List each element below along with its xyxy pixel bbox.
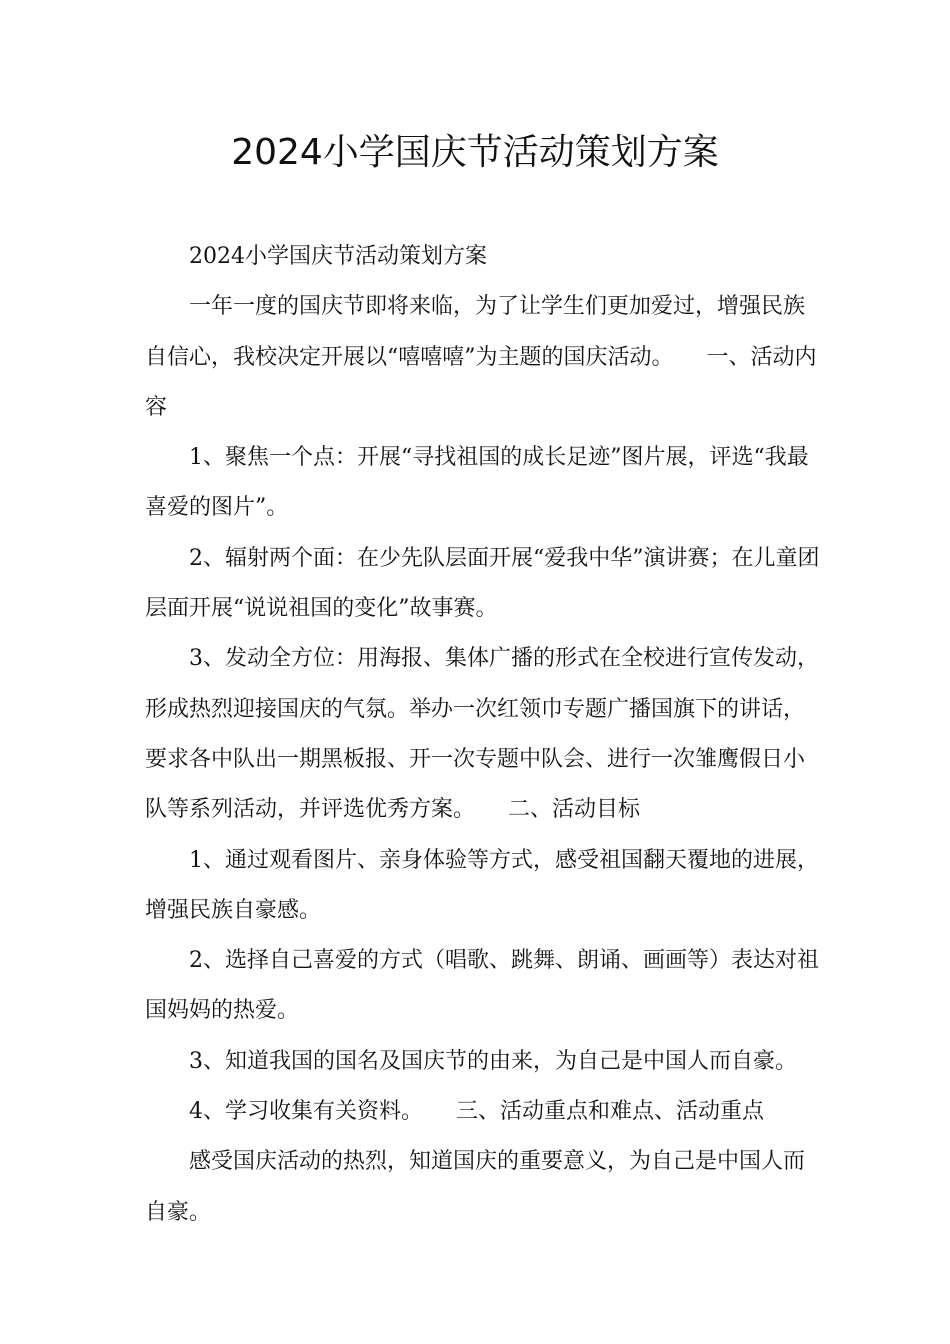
paragraph-goal-2: 2、选择自己喜爱的方式（唱歌、跳舞、朗诵、画画等）表达对祖国妈妈的热爱。 xyxy=(145,948,819,1024)
document-body xyxy=(145,232,825,1238)
document-title: 2024小学国庆节活动策划方案 xyxy=(231,132,719,173)
paragraph-intro: 一年一度的国庆节即将来临，为了让学生们更加爱过，增强民族自信心，我校决定开展以“嘻嘻嘻”为主题的国庆活动。 一、活动内容 xyxy=(145,294,817,420)
paragraph-goal-3: 3、知道我国的国名及国庆节的由来，为自己是中国人而自豪。 xyxy=(189,1048,797,1074)
paragraph-content-1: 1、聚焦一个点：开展“寻找祖国的成长足迹”图片展，评选“我最喜爱的图片”。 xyxy=(145,445,809,521)
paragraph-focus: 感受国庆活动的热烈，知道国庆的重要意义，为自己是中国人而自豪。 xyxy=(145,1149,806,1225)
paragraph-subtitle: 2024小学国庆节活动策划方案 xyxy=(189,244,487,269)
paragraph-goal-4: 4、学习收集有关资料。 三、活动重点和难点、活动重点 xyxy=(189,1099,764,1125)
paragraph-goal-1: 1、通过观看图片、亲身体验等方式，感受祖国翻天覆地的进展，增强民族自豪感。 xyxy=(145,847,819,923)
paragraph-content-2: 2、辐射两个面：在少先队层面开展“爱我中华”演讲赛；在儿童团层面开展“说说祖国的变化”故事赛。 xyxy=(145,545,820,622)
paragraph-content-3: 3、发动全方位：用海报、集体广播的形式在全校进行宣传发动，形成热烈迎接国庆的气氛。举办一次红领巾专题广播国旗下的讲话，要求各中队出一期黑板报、开一次专题中队会、进行一次雏鹰假日小队等系列活动，并评选优秀方案。 二、活动目标 xyxy=(145,646,819,823)
